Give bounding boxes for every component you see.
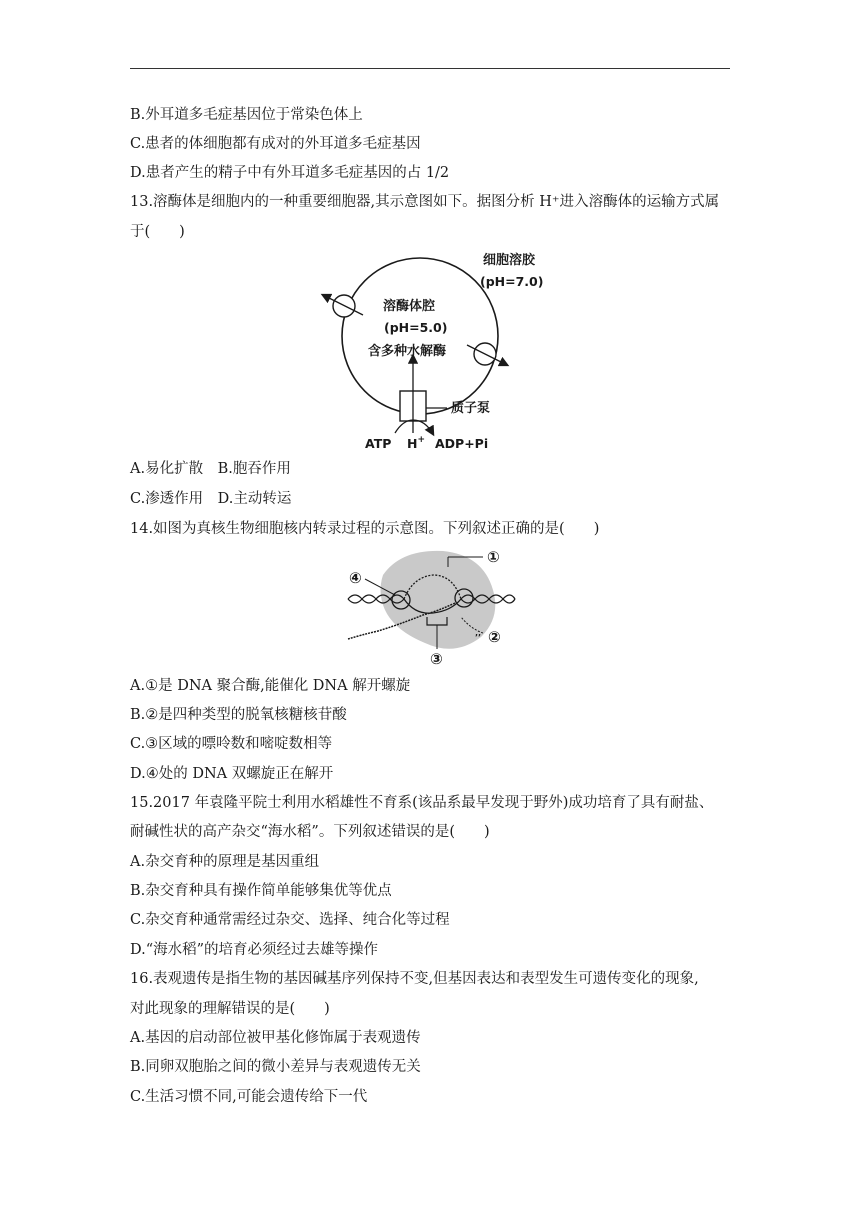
q12-option-d: D.患者产生的精子中有外耳道多毛症基因的占 1/2 bbox=[130, 165, 450, 181]
cytosol-ph-label: (pH=7.0) bbox=[480, 274, 544, 289]
q12-option-c: C.患者的体细胞都有成对的外耳道多毛症基因 bbox=[130, 136, 421, 152]
q15-option-d: D.“海水稻”的培育必须经过去雄等操作 bbox=[130, 942, 379, 958]
lumen-label: 溶酶体腔 bbox=[383, 299, 436, 314]
pump-label: 质子泵 bbox=[451, 401, 491, 416]
q13-stem-line1: 13.溶酶体是细胞内的一种重要细胞器,其示意图如下。据图分析 H⁺进入溶酶体的运输方式属 bbox=[130, 194, 720, 210]
q15-stem-line2: 耐碱性状的高产杂交“海水稻”。下列叙述错误的是( ) bbox=[130, 824, 490, 840]
h-ion-label: H+ bbox=[407, 435, 426, 451]
lysosome-figure bbox=[305, 248, 555, 458]
transcription-figure bbox=[343, 545, 518, 670]
q14-option-c: C.③区域的嘌呤数和嘧啶数相等 bbox=[130, 736, 333, 752]
q13-options-line2: C.渗透作用 D.主动转运 bbox=[130, 491, 292, 507]
label-2: ② bbox=[488, 628, 501, 646]
q15-stem-line1: 15.2017 年袁隆平院士利用水稻雄性不育系(该品系最早发现于野外)成功培育了具有耐盐、 bbox=[130, 795, 714, 811]
q16-stem-line1: 16.表观遗传是指生物的基因碱基序列保持不变,但基因表达和表型发生可遗传变化的现象, bbox=[130, 971, 699, 987]
q15-option-c: C.杂交育种通常需经过杂交、选择、纯合化等过程 bbox=[130, 912, 450, 928]
q14-option-d: D.④处的 DNA 双螺旋正在解开 bbox=[130, 766, 334, 782]
q14-option-b: B.②是四种类型的脱氧核糖核苷酸 bbox=[130, 707, 347, 723]
cytosol-label: 细胞溶胶 bbox=[483, 253, 536, 268]
label-3: ③ bbox=[430, 650, 443, 668]
atp-label: ATP bbox=[365, 436, 392, 451]
q13-options-line1: A.易化扩散 B.胞吞作用 bbox=[130, 461, 291, 477]
q13-stem-line2: 于( ) bbox=[130, 224, 185, 240]
q16-option-b: B.同卵双胞胎之间的微小差异与表观遗传无关 bbox=[130, 1059, 421, 1075]
right-channel-icon bbox=[467, 343, 507, 365]
q16-option-a: A.基因的启动部位被甲基化修饰属于表观遗传 bbox=[130, 1030, 421, 1046]
header-rule bbox=[130, 68, 730, 69]
q15-option-b: B.杂交育种具有操作简单能够集优等优点 bbox=[130, 883, 392, 899]
q16-stem-line2: 对此现象的理解错误的是( ) bbox=[130, 1001, 330, 1017]
q14-stem: 14.如图为真核生物细胞核内转录过程的示意图。下列叙述正确的是( ) bbox=[130, 521, 600, 537]
lumen-ph-label: (pH=5.0) bbox=[384, 320, 448, 335]
enzymes-label: 含多种水解酶 bbox=[368, 344, 447, 359]
q16-option-c: C.生活习惯不同,可能会遗传给下一代 bbox=[130, 1089, 368, 1105]
adp-label: ADP+Pi bbox=[435, 436, 489, 451]
label-1: ① bbox=[487, 548, 500, 566]
q12-option-b: B.外耳道多毛症基因位于常染色体上 bbox=[130, 107, 363, 123]
q15-option-a: A.杂交育种的原理是基因重组 bbox=[130, 854, 320, 870]
svg-text:ʼʼ: ʼʼ bbox=[475, 633, 482, 642]
q14-option-a: A.①是 DNA 聚合酶,能催化 DNA 解开螺旋 bbox=[130, 678, 411, 694]
label-4: ④ bbox=[349, 569, 362, 587]
left-channel-icon bbox=[323, 295, 363, 317]
